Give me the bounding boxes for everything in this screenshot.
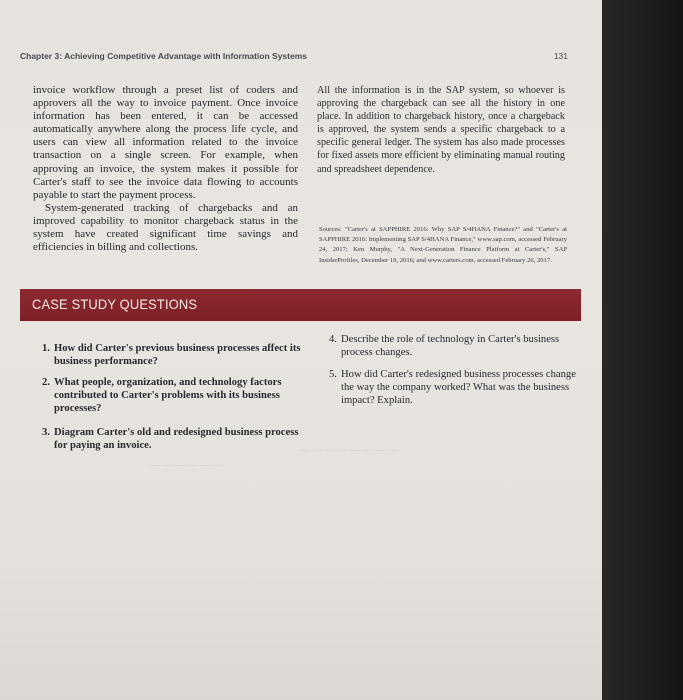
running-header (20, 51, 580, 61)
case-study-title: CASE STUDY QUESTIONS (32, 296, 198, 312)
question-text: Diagram Carter's old and redesigned business process for paying an invoice. (54, 427, 299, 451)
left-paragraph-1: invoice workflow through a preset list of coders and approvers all the way to invoice payment. Once invoice information has been entered, it can be accessed automatically anywhere along the process life cycle, and users can view all information related to the invoice transaction on a single screen. For example, when approving an invoice, the system makes it possible for Carter's staff to see the invoice data flowing to accounts payable to start the payment process. (33, 84, 298, 201)
show-through-text: — — — — — — — — (300, 445, 398, 456)
question-number: 1. (42, 343, 50, 354)
question-text: How did Carter's previous business processes affect its business performance? (54, 343, 301, 367)
page-number: 131 (553, 51, 568, 61)
question-number: 3. (42, 427, 50, 438)
right-column (317, 84, 565, 176)
question-number: 5. (329, 369, 337, 380)
show-through-text: — — — — — — (150, 460, 223, 471)
sources-note: Sources: "Carter's at SAPPHIRE 2016: Why SAP S/4HANA Finance?" and "Carter's at SAPPHIRE 2016: Implementing SAP S/4HANA Finance," www.sap.com, accessed February 24, 2017; Ken Murphy, "A Next-Generation Finance Platform at Carter's," SAP InsiderProfiles, December 19, 2016; and www.carters.com, accessed February 26, 2017. (319, 226, 567, 264)
question-text: How did Carter's redesigned business processes change the way the company worked? What was the business impact? Explain. (341, 369, 576, 406)
left-column (33, 84, 298, 254)
question-5 (329, 368, 577, 407)
question-text: Describe the role of technology in Carter's business process changes. (341, 334, 560, 358)
dark-background-edge (602, 0, 683, 700)
question-number: 2. (42, 377, 50, 388)
question-3 (42, 426, 304, 452)
left-paragraph-2: System-generated tracking of chargebacks and an improved capability to monitor chargeback status in the system have created significant time savings and efficiencies in billing and collections. (33, 201, 298, 254)
right-paragraph: All the information is in the SAP system, so whoever is approving the chargeback can see all the history in one place. In addition to chargeback history, once a chargeback is approved, the system sends a specific chargeback to a specific general ledger. The system has also made processes for fixed assets more efficient by eliminating manual routing and spreadsheet dependence. (317, 85, 565, 175)
question-text: What people, organization, and technology factors contributed to Carter's problems with its business processes? (54, 377, 282, 414)
question-number: 4. (329, 334, 337, 345)
chapter-title: Chapter 3: Achieving Competitive Advantage with Information Systems (20, 51, 308, 61)
question-1 (42, 342, 302, 368)
question-4 (329, 333, 561, 359)
question-2 (42, 376, 292, 415)
